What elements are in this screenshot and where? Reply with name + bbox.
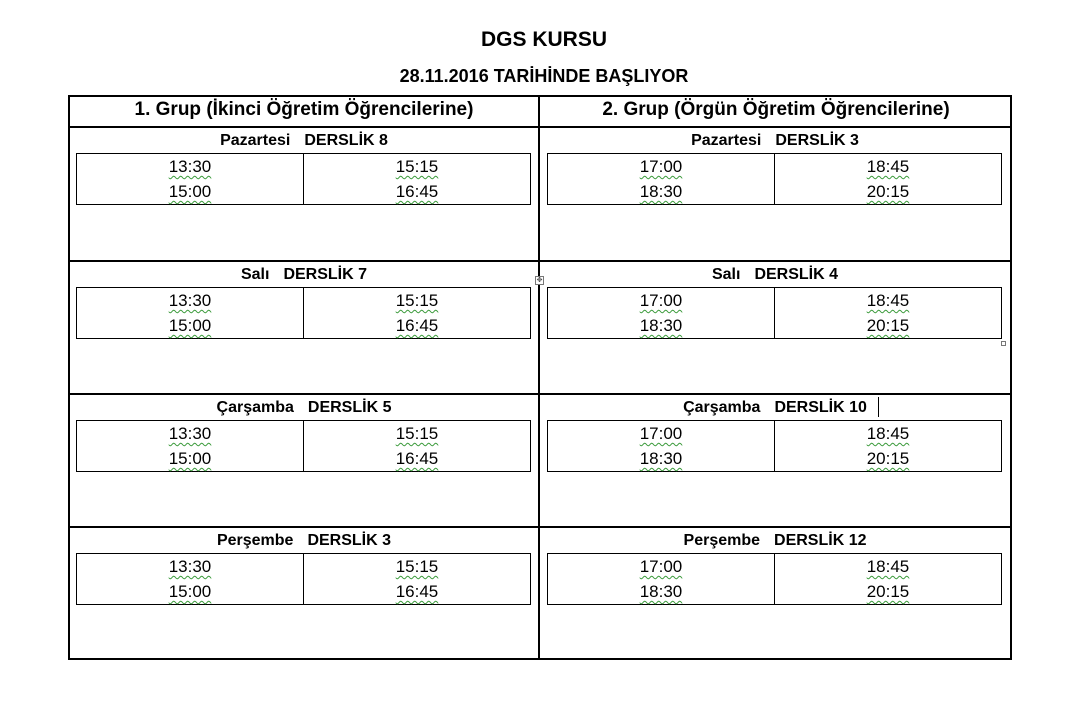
time-table <box>76 153 531 205</box>
end-time: 20:15 <box>866 449 910 468</box>
start-time: 15:15 <box>395 157 439 176</box>
group2-wednesday-cell <box>540 395 1010 528</box>
day-label: Çarşamba <box>683 399 761 416</box>
end-time: 15:00 <box>168 182 212 201</box>
start-time: 18:45 <box>866 157 910 176</box>
document-subtitle: 28.11.2016 TARİHİNDE BAŞLIYOR <box>399 66 689 86</box>
room-label: DERSLİK 4 <box>754 266 839 283</box>
start-time: 13:30 <box>168 424 212 443</box>
end-time: 18:30 <box>639 182 683 201</box>
day-label: Salı <box>240 266 270 283</box>
room-label: DERSLİK 3 <box>307 532 392 549</box>
group2-tuesday-cell <box>540 262 1010 395</box>
group1-header: 1. Grup (İkinci Öğretim Öğrencilerine) <box>134 99 474 120</box>
group1-thursday-cell <box>69 528 539 661</box>
start-time: 13:30 <box>168 157 212 176</box>
start-time: 15:15 <box>395 424 439 443</box>
start-time: 18:45 <box>866 424 910 443</box>
end-time: 20:15 <box>866 182 910 201</box>
end-time: 18:30 <box>639 582 683 601</box>
start-time: 17:00 <box>639 424 683 443</box>
group1-wednesday-cell <box>69 395 539 528</box>
room-label: DERSLİK 8 <box>304 132 388 149</box>
time-table <box>76 287 531 339</box>
end-time: 15:00 <box>168 582 212 601</box>
day-label: Pazartesi <box>691 132 762 149</box>
end-time: 15:00 <box>168 316 212 335</box>
day-label: Salı <box>711 266 741 283</box>
time-table <box>76 553 531 605</box>
room-label: DERSLİK 12 <box>774 532 867 549</box>
group1-monday-cell <box>69 128 539 261</box>
day-label: Çarşamba <box>216 399 294 416</box>
group2-thursday-cell <box>540 528 1010 661</box>
text-cursor <box>878 397 879 417</box>
day-label: Perşembe <box>216 532 294 549</box>
start-time: 13:30 <box>168 291 212 310</box>
end-time: 16:45 <box>395 182 439 201</box>
room-label: DERSLİK 5 <box>307 399 392 416</box>
start-time: 18:45 <box>866 291 910 310</box>
group2-monday-cell <box>540 128 1010 261</box>
time-table <box>547 287 1002 339</box>
group1-tuesday-cell <box>69 262 539 395</box>
start-time: 17:00 <box>639 291 683 310</box>
end-time: 20:15 <box>866 582 910 601</box>
time-table <box>547 420 1002 472</box>
start-time: 13:30 <box>168 557 212 576</box>
room-label: DERSLİK 7 <box>283 266 368 283</box>
start-time: 15:15 <box>395 557 439 576</box>
day-label: Perşembe <box>683 532 761 549</box>
end-time: 16:45 <box>395 316 439 335</box>
time-table <box>547 153 1002 205</box>
end-time: 16:45 <box>395 582 439 601</box>
end-time: 18:30 <box>639 316 683 335</box>
end-time: 16:45 <box>395 449 439 468</box>
group2-header: 2. Grup (Örgün Öğretim Öğrencilerine) <box>602 99 950 120</box>
document-title: DGS KURSU <box>480 28 607 51</box>
end-time: 18:30 <box>639 449 683 468</box>
end-time: 15:00 <box>168 449 212 468</box>
resize-handle[interactable] <box>1001 341 1006 346</box>
start-time: 17:00 <box>639 557 683 576</box>
room-label: DERSLİK 10 <box>774 399 867 416</box>
start-time: 17:00 <box>639 157 683 176</box>
start-time: 18:45 <box>866 557 910 576</box>
end-time: 20:15 <box>866 316 910 335</box>
time-table <box>76 420 531 472</box>
time-table <box>547 553 1002 605</box>
day-label: Pazartesi <box>220 132 291 149</box>
start-time: 15:15 <box>395 291 439 310</box>
room-label: DERSLİK 3 <box>775 132 859 149</box>
move-icon[interactable]: ✥ <box>536 277 543 284</box>
